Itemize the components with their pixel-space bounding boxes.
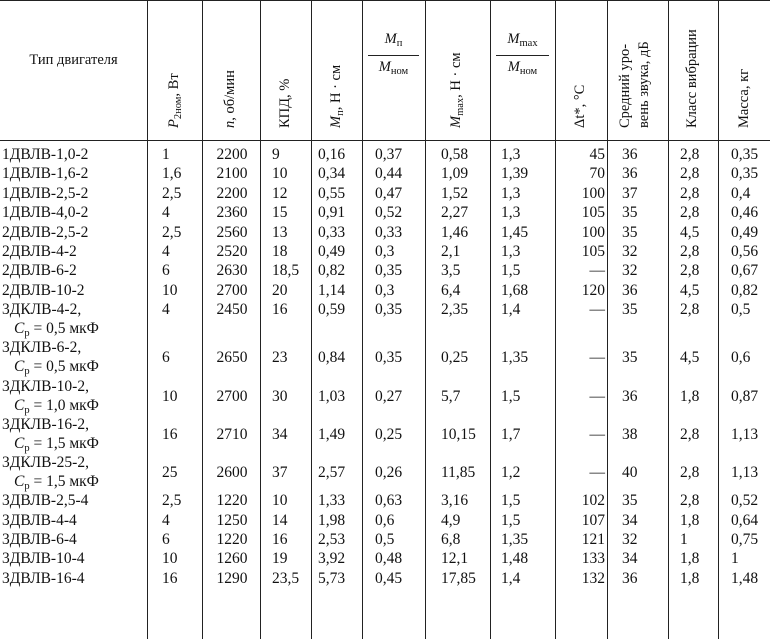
cell-dt: 102 xyxy=(581,492,605,510)
cell-dt: 105 xyxy=(581,204,605,222)
cell-capacitor: $C_р = 1,5$ мкФ xyxy=(14,434,99,454)
cell-vib: 2,8 xyxy=(680,243,700,260)
cell-capacitor: $C_р = 1,5$ мкФ xyxy=(14,473,99,492)
cell-vib: 1 xyxy=(680,531,688,548)
cell-dt: 132 xyxy=(581,569,605,587)
cell-mmax: 12,1 xyxy=(441,550,469,568)
cell-type: 3ДВЛВ-2,5-4 xyxy=(2,492,89,510)
cell-dt: 107 xyxy=(581,511,605,529)
cell-vib: 2,8 xyxy=(680,492,700,510)
cell-dt: 100 xyxy=(581,223,605,241)
cell-r1: 0,26 xyxy=(375,464,403,481)
cell-noise: 34 xyxy=(622,550,638,568)
cell-mass: 0,4 xyxy=(731,184,751,202)
cell-r2: 1,39 xyxy=(501,165,529,183)
cell-type: 2ДВЛВ-6-2 xyxy=(2,262,77,280)
cell-mmax: 0,58 xyxy=(441,146,469,163)
cell-mn: 5,73 xyxy=(318,569,346,587)
cell-mmax: 2,35 xyxy=(441,301,469,319)
cell-vib: 4,5 xyxy=(680,223,700,241)
cell-r2: 1,4 xyxy=(501,569,521,587)
cell-mmax: 3,16 xyxy=(441,492,469,510)
cell-mn: 1,03 xyxy=(318,387,346,405)
cell-noise: 35 xyxy=(622,492,638,510)
cell-dt: — xyxy=(589,425,605,443)
cell-vib: 4,5 xyxy=(680,281,700,299)
cell-eff: 14 xyxy=(272,511,288,529)
cell-type: 3ДКЛВ-6-2, xyxy=(2,339,82,357)
cell-r2: 1,5 xyxy=(501,387,521,405)
cell-p: 16 xyxy=(162,425,178,443)
cell-noise: 35 xyxy=(622,223,638,241)
cell-r1: 0,33 xyxy=(375,223,403,241)
cell-n: 1250 xyxy=(216,511,248,529)
cell-r1: 0,47 xyxy=(375,184,403,202)
cell-p: 6 xyxy=(162,349,170,367)
cell-type: 3ДВЛВ-6-4 xyxy=(2,531,77,548)
cell-mn: 2,53 xyxy=(318,531,346,548)
cell-type: 3ДКЛВ-16-2, xyxy=(2,415,89,433)
cell-mass: 0,35 xyxy=(731,165,759,183)
cell-mn: 0,82 xyxy=(318,262,346,280)
cell-r2: 1,68 xyxy=(501,281,529,299)
cell-mn: 0,55 xyxy=(318,184,346,202)
cell-mass: 0,87 xyxy=(731,387,759,405)
header-speed: n, об/мин xyxy=(222,70,238,128)
cell-p: 10 xyxy=(162,550,178,568)
cell-mass: 0,6 xyxy=(731,349,751,367)
cell-eff: 37 xyxy=(272,464,288,481)
top-rule xyxy=(0,0,770,1)
header-power: $P_{2ном}$, Вт xyxy=(166,73,184,128)
cell-p: 25 xyxy=(162,464,178,481)
cell-mmax: 17,85 xyxy=(441,569,476,587)
cell-mn: 3,92 xyxy=(318,550,346,568)
cell-p: 4 xyxy=(162,301,170,319)
cell-n: 2600 xyxy=(216,464,248,481)
cell-r1: 0,48 xyxy=(375,550,403,568)
cell-dt: 45 xyxy=(589,146,605,163)
cell-r2: 1,35 xyxy=(501,531,529,548)
cell-mass: 1,48 xyxy=(731,569,759,587)
cell-eff: 18 xyxy=(272,243,288,260)
cell-noise: 32 xyxy=(622,262,638,280)
cell-vib: 2,8 xyxy=(680,184,700,202)
cell-r1: 0,63 xyxy=(375,492,403,510)
cell-dt: — xyxy=(589,349,605,367)
cell-r2: 1,35 xyxy=(501,349,529,367)
cell-mn: 0,16 xyxy=(318,146,346,163)
cell-mn: 0,84 xyxy=(318,349,346,367)
cell-vib: 1,8 xyxy=(680,569,700,587)
cell-r1: 0,37 xyxy=(375,146,403,163)
cell-eff: 20 xyxy=(272,281,288,299)
cell-vib: 2,8 xyxy=(680,146,700,163)
cell-eff: 16 xyxy=(272,531,288,548)
cell-r1: 0,45 xyxy=(375,569,403,587)
cell-r2: 1,3 xyxy=(501,146,521,163)
cell-vib: 4,5 xyxy=(680,349,700,367)
cell-mmax: 2,27 xyxy=(441,204,469,222)
cell-p: 10 xyxy=(162,387,178,405)
header-max-ratio: $M_{max}$ $M_{ном}$ xyxy=(490,30,555,81)
cell-eff: 9 xyxy=(272,146,280,163)
cell-noise: 38 xyxy=(622,425,638,443)
cell-vib: 2,8 xyxy=(680,464,700,481)
cell-mn: 0,59 xyxy=(318,301,346,319)
cell-capacitor: $C_р = 0,5$ мкФ xyxy=(14,358,99,378)
cell-mass: 0,64 xyxy=(731,511,759,529)
cell-p: 10 xyxy=(162,281,178,299)
cell-n: 2650 xyxy=(216,349,248,367)
cell-r1: 0,3 xyxy=(375,281,395,299)
cell-mmax: 3,5 xyxy=(441,262,461,280)
cell-r2: 1,45 xyxy=(501,223,529,241)
cell-capacitor: $C_р = 1,0$ мкФ xyxy=(14,396,99,416)
header-starting-torque: $M_п$, Н · см xyxy=(328,64,346,128)
cell-p: 6 xyxy=(162,262,170,280)
cell-vib: 1,8 xyxy=(680,511,700,529)
cell-n: 2700 xyxy=(216,281,248,299)
cell-r2: 1,3 xyxy=(501,204,521,222)
cell-r2: 1,48 xyxy=(501,550,529,568)
cell-dt: 70 xyxy=(589,165,605,183)
cell-capacitor: $C_р = 0,5$ мкФ xyxy=(14,320,99,340)
cell-r2: 1,7 xyxy=(501,425,521,443)
cell-noise: 36 xyxy=(622,569,638,587)
cell-r2: 1,2 xyxy=(501,464,521,481)
cell-vib: 2,8 xyxy=(680,262,700,280)
cell-r1: 0,35 xyxy=(375,262,403,280)
cell-n: 2450 xyxy=(216,301,248,319)
cell-eff: 18,5 xyxy=(272,262,300,280)
cell-vib: 1,8 xyxy=(680,550,700,568)
col-divider xyxy=(311,0,312,639)
col-divider xyxy=(718,0,719,639)
cell-type: 1ДВЛВ-2,5-2 xyxy=(2,184,89,202)
cell-type: 1ДВЛВ-1,6-2 xyxy=(2,165,89,183)
col-divider xyxy=(490,0,491,639)
cell-mass: 1,13 xyxy=(731,464,759,481)
cell-mmax: 6,8 xyxy=(441,531,461,548)
cell-r1: 0,35 xyxy=(375,349,403,367)
cell-eff: 23 xyxy=(272,349,288,367)
cell-mmax: 11,85 xyxy=(441,464,476,481)
cell-eff: 15 xyxy=(272,204,288,222)
cell-mmax: 1,46 xyxy=(441,223,469,241)
header-max-torque: $M_{max}$, Н · см xyxy=(448,52,466,128)
cell-type: 2ДВЛВ-2,5-2 xyxy=(2,223,89,241)
cell-mn: 1,49 xyxy=(318,425,346,443)
cell-p: 4 xyxy=(162,204,170,222)
cell-n: 1220 xyxy=(216,492,248,510)
cell-mass: 1 xyxy=(731,550,739,568)
cell-eff: 19 xyxy=(272,550,288,568)
cell-dt: — xyxy=(589,301,605,319)
cell-mass: 0,49 xyxy=(731,223,759,241)
col-divider xyxy=(260,0,261,639)
col-divider xyxy=(607,0,608,639)
cell-r1: 0,6 xyxy=(375,511,395,529)
cell-n: 2100 xyxy=(216,165,248,183)
cell-r2: 1,3 xyxy=(501,184,521,202)
cell-r1: 0,44 xyxy=(375,165,403,183)
cell-mmax: 1,52 xyxy=(441,184,469,202)
cell-noise: 35 xyxy=(622,204,638,222)
cell-mmax: 0,25 xyxy=(441,349,469,367)
cell-eff: 34 xyxy=(272,425,288,443)
cell-n: 2360 xyxy=(216,204,248,222)
cell-n: 2630 xyxy=(216,262,248,280)
cell-n: 2700 xyxy=(216,387,248,405)
cell-mass: 0,35 xyxy=(731,146,759,163)
cell-n: 2200 xyxy=(216,146,248,163)
header-vibration-class: Класс вибрации xyxy=(684,29,700,128)
cell-dt: 100 xyxy=(581,184,605,202)
cell-p: 4 xyxy=(162,511,170,529)
cell-n: 1260 xyxy=(216,550,248,568)
fraction-bar xyxy=(368,55,419,56)
cell-n: 1290 xyxy=(216,569,248,587)
cell-eff: 10 xyxy=(272,165,288,183)
cell-mmax: 4,9 xyxy=(441,511,461,529)
cell-noise: 36 xyxy=(622,146,638,163)
cell-mmax: 1,09 xyxy=(441,165,469,183)
fraction-bar xyxy=(496,55,549,56)
cell-mass: 0,5 xyxy=(731,301,751,319)
cell-dt: — xyxy=(589,464,605,481)
cell-mass: 0,67 xyxy=(731,262,759,280)
header-mass: Масса, кг xyxy=(736,68,752,128)
cell-eff: 30 xyxy=(272,387,288,405)
cell-type: 2ДВЛВ-4-2 xyxy=(2,243,77,260)
cell-mmax: 10,15 xyxy=(441,425,476,443)
cell-mass: 0,46 xyxy=(731,204,759,222)
cell-noise: 40 xyxy=(622,464,638,481)
cell-noise: 32 xyxy=(622,243,638,260)
cell-p: 6 xyxy=(162,531,170,548)
cell-dt: — xyxy=(589,387,605,405)
cell-n: 1220 xyxy=(216,531,248,548)
cell-mass: 0,75 xyxy=(731,531,759,548)
cell-dt: 121 xyxy=(581,531,605,548)
cell-noise: 32 xyxy=(622,531,638,548)
cell-n: 2520 xyxy=(216,243,248,260)
header-temperature-rise: Δt*, °C xyxy=(572,84,588,128)
cell-dt: 105 xyxy=(581,243,605,260)
cell-p: 16 xyxy=(162,569,178,587)
cell-type: 3ДВЛВ-16-4 xyxy=(2,569,85,587)
cell-noise: 35 xyxy=(622,349,638,367)
cell-type: 3ДВЛВ-10-4 xyxy=(2,550,85,568)
cell-dt: — xyxy=(589,262,605,280)
col-divider xyxy=(668,0,669,639)
cell-mn: 1,14 xyxy=(318,281,346,299)
cell-r1: 0,35 xyxy=(375,301,403,319)
cell-eff: 23,5 xyxy=(272,569,300,587)
header-efficiency: КПД, % xyxy=(277,78,293,128)
header-rule xyxy=(0,140,770,141)
cell-mn: 0,34 xyxy=(318,165,346,183)
cell-dt: 120 xyxy=(581,281,605,299)
col-divider xyxy=(202,0,203,639)
cell-mass: 0,82 xyxy=(731,281,759,299)
cell-mmax: 5,7 xyxy=(441,387,461,405)
cell-r1: 0,27 xyxy=(375,387,403,405)
cell-vib: 2,8 xyxy=(680,301,700,319)
cell-dt: 133 xyxy=(581,550,605,568)
cell-noise: 36 xyxy=(622,165,638,183)
cell-vib: 2,8 xyxy=(680,425,700,443)
cell-r2: 1,5 xyxy=(501,492,521,510)
cell-mmax: 2,1 xyxy=(441,243,461,260)
cell-p: 4 xyxy=(162,243,170,260)
cell-noise: 35 xyxy=(622,301,638,319)
cell-mn: 1,33 xyxy=(318,492,346,510)
cell-type: 3ДКЛВ-10-2, xyxy=(2,377,89,395)
cell-vib: 2,8 xyxy=(680,165,700,183)
cell-p: 1 xyxy=(162,146,170,163)
cell-r1: 0,52 xyxy=(375,204,403,222)
header-noise-line2: вень звука, дБ xyxy=(636,41,652,128)
cell-type: 1ДВЛВ-4,0-2 xyxy=(2,204,89,222)
cell-r2: 1,5 xyxy=(501,262,521,280)
cell-mn: 1,98 xyxy=(318,511,346,529)
cell-r1: 0,25 xyxy=(375,425,403,443)
cell-type: 1ДВЛВ-1,0-2 xyxy=(2,146,89,163)
cell-r1: 0,5 xyxy=(375,531,395,548)
cell-type: 3ДКЛВ-4-2, xyxy=(2,301,82,319)
col-divider xyxy=(425,0,426,639)
cell-mn: 2,57 xyxy=(318,464,346,481)
cell-mass: 1,13 xyxy=(731,425,759,443)
cell-r2: 1,5 xyxy=(501,511,521,529)
cell-n: 2710 xyxy=(216,425,248,443)
cell-type: 3ДВЛВ-4-4 xyxy=(2,511,77,529)
cell-noise: 36 xyxy=(622,281,638,299)
cell-vib: 2,8 xyxy=(680,204,700,222)
cell-eff: 10 xyxy=(272,492,288,510)
cell-eff: 13 xyxy=(272,223,288,241)
cell-p: 2,5 xyxy=(162,184,182,202)
cell-noise: 34 xyxy=(622,511,638,529)
cell-p: 2,5 xyxy=(162,223,182,241)
cell-mn: 0,33 xyxy=(318,223,346,241)
cell-type: 3ДКЛВ-25-2, xyxy=(2,454,89,471)
cell-mn: 0,91 xyxy=(318,204,346,222)
cell-mmax: 6,4 xyxy=(441,281,461,299)
cell-noise: 37 xyxy=(622,184,638,202)
cell-p: 2,5 xyxy=(162,492,182,510)
col-divider xyxy=(362,0,363,639)
cell-r1: 0,3 xyxy=(375,243,395,260)
cell-mn: 0,49 xyxy=(318,243,346,260)
cell-mass: 0,56 xyxy=(731,243,759,260)
cell-n: 2560 xyxy=(216,223,248,241)
cell-r2: 1,4 xyxy=(501,301,521,319)
cell-r2: 1,3 xyxy=(501,243,521,260)
cell-n: 2200 xyxy=(216,184,248,202)
cell-mass: 0,52 xyxy=(731,492,759,510)
header-noise-line1: Средний уро- xyxy=(617,43,633,128)
header-type: Тип двигателя xyxy=(29,52,118,68)
col-divider xyxy=(147,0,148,639)
cell-type: 2ДВЛВ-10-2 xyxy=(2,281,85,299)
cell-eff: 16 xyxy=(272,301,288,319)
cell-vib: 1,8 xyxy=(680,387,700,405)
header-starting-ratio: $M_п$ $M_{ном}$ xyxy=(362,30,425,81)
cell-p: 1,6 xyxy=(162,165,182,183)
cell-noise: 36 xyxy=(622,387,638,405)
cell-eff: 12 xyxy=(272,184,288,202)
